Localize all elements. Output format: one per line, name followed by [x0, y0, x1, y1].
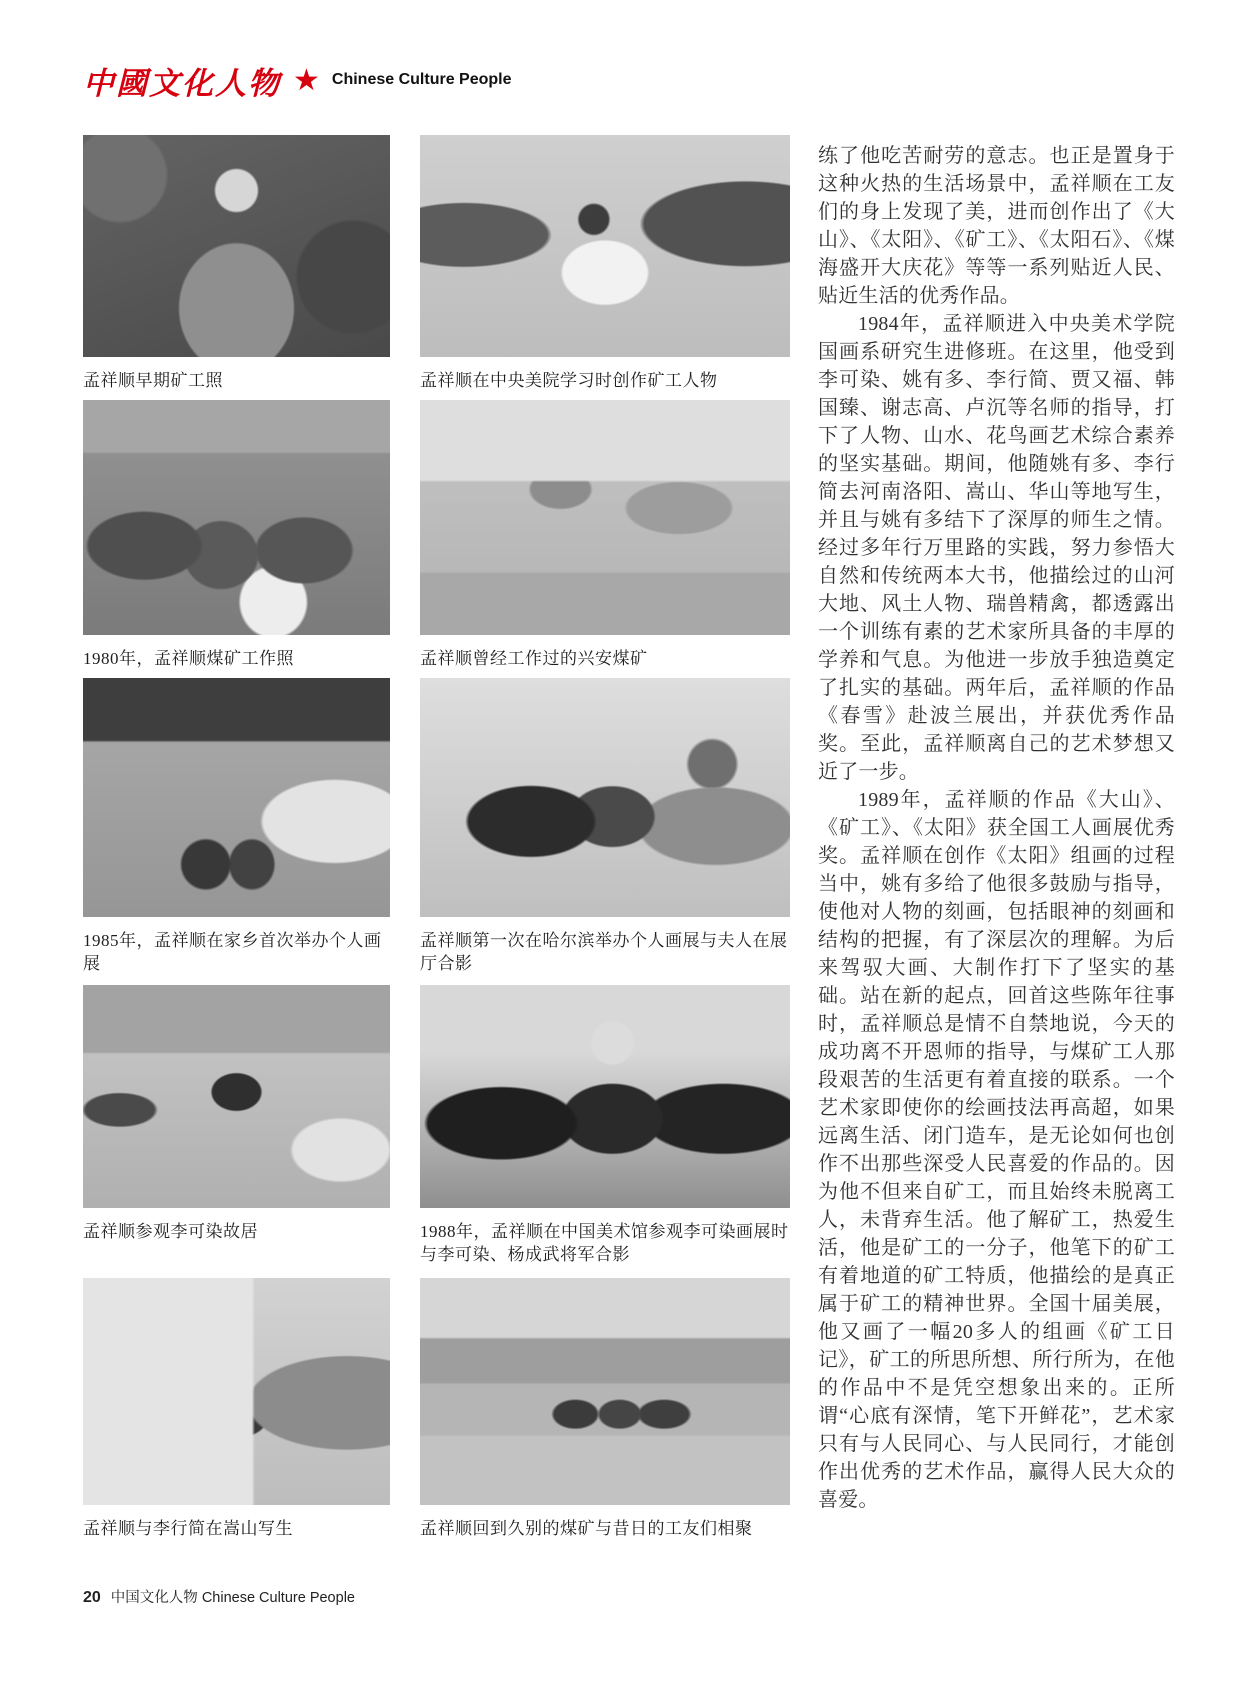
page-number: 20: [83, 1589, 101, 1606]
photo-item: [420, 985, 790, 1266]
photo-caption: 1988年，孟祥顺在中国美术馆参观李可染画展时与李可染、杨成武将军合影: [420, 1222, 789, 1264]
photo-row-4: [83, 985, 790, 1266]
photo-item: [420, 400, 790, 670]
photo-row-5: [83, 1278, 790, 1540]
photo-xingan-coal-mine: [420, 400, 790, 635]
photo-caption: 孟祥顺与李行简在嵩山写生: [83, 1519, 293, 1538]
photo-caption: 孟祥顺在中央美院学习时创作矿工人物: [420, 371, 718, 390]
magazine-logo-english: Chinese Culture People: [331, 71, 512, 88]
photo-caption: 孟祥顺参观李可染故居: [83, 1222, 258, 1241]
photo-reunion-with-miners: [420, 1278, 790, 1505]
photo-item: [420, 135, 790, 392]
article-paragraph-3: 1989年，孟祥顺的作品《大山》、《矿工》、《太阳》获全国工人画展优秀奖。孟祥顺在创作《太阳》组画的过程当中，姚有多给了他很多鼓励与指导，使他对人物的刻画，包括眼神的刻画和结构的把握，有了深层次的理解。为后来驾驭大画、大制作打下了坚实的基础。站在新的起点，回首这些陈年往事时，孟祥顺总是情不自禁地说，今天的成功离不开恩师的指导，与煤矿工人那段艰苦的生活更有着直接的联系。一个艺术家即使你的绘画技法再高超，如果远离生活、闭门造车，是无论如何也创作不出那些深受人民喜爱的作品的。因为他不但来自矿工，而且始终未脱离工人，未背弃生活。他了解矿工，热爱生活，他是矿工的一分子，他笔下的矿工有着地道的矿工特质，他描绘的是真正属于矿工的精神世界。全国十届美展，他又画了一幅20多人的组画《矿工日记》，矿工的所思所想、所行所为，在他的作品中不是凭空想象出来的。正所谓“心底有深情，笔下开鲜花”，艺术家只有与人民同心、与人民同行，才能创作出优秀的艺术作品，赢得人民大众的喜爱。: [818, 789, 1175, 1511]
photo-item: [420, 1278, 790, 1540]
photo-caption: 孟祥顺第一次在哈尔滨举办个人画展与夫人在展厅合影: [420, 931, 788, 973]
article-paragraph-1: 练了他吃苦耐劳的意志。也正是置身于这种火热的生活场景中，孟祥顺在工友们的身上发现了美，进而创作出了《大山》、《太阳》、《矿工》、《太阳石》、《煤海盛开大庆花》等等一系列贴近人民、贴近生活的优秀作品。: [818, 145, 1175, 307]
photo-1985-hometown-exhibition: [83, 678, 390, 917]
photo-item: [83, 985, 390, 1266]
photo-caption: 1985年，孟祥顺在家乡首次举办个人画展: [83, 931, 382, 973]
photo-item: [83, 400, 390, 670]
star-icon: ★: [293, 64, 320, 97]
photo-1988-art-museum-group: [420, 985, 790, 1208]
article-paragraph-2: 1984年，孟祥顺进入中央美术学院国画系研究生进修班。在这里，他受到李可染、姚有多、李行简、贾又福、韩国臻、谢志高、卢沉等名师的指导，打下了人物、山水、花鸟画艺术综合素养的坚实基础。期间，他随姚有多、李行简去河南洛阳、嵩山、华山等地写生，并且与姚有多结下了深厚的师生之情。经过多年行万里路的实践，努力参悟大自然和传统两本大书，他描绘过的山河大地、风土人物、瑞兽精禽，都透露出一个训练有素的艺术家所具备的丰厚的学养和气息。为他进一步放手独造奠定了扎实的基础。两年后，孟祥顺的作品《春雪》赴波兰展出，并获优秀作品奖。至此，孟祥顺离自己的艺术梦想又近了一步。: [818, 313, 1175, 783]
photo-row-1: [83, 135, 790, 392]
article-column: [818, 142, 1175, 1514]
photo-1980-miners-group: [83, 400, 390, 635]
photo-item: [83, 1278, 390, 1540]
photo-likeran-residence-visit: [83, 985, 390, 1208]
photo-caption: 孟祥顺早期矿工照: [83, 371, 223, 390]
magazine-logo-chinese: 中國文化人物: [83, 65, 281, 101]
photo-caption: 1980年，孟祥顺煤矿工作照: [83, 649, 294, 668]
photo-item: [83, 678, 390, 975]
photo-item: [420, 678, 790, 975]
photo-miner-portrait: [83, 135, 390, 357]
footer-magazine-title: 中国文化人物 Chinese Culture People: [110, 1590, 355, 1606]
photo-row-3: [83, 678, 790, 975]
photo-songshan-sketching: [83, 1278, 390, 1505]
photo-art-school-drawing: [420, 135, 790, 357]
photo-caption: 孟祥顺曾经工作过的兴安煤矿: [420, 649, 648, 668]
photo-item: [83, 135, 390, 392]
page-header: [83, 58, 512, 102]
photo-row-2: [83, 400, 790, 670]
photo-harbin-exhibition-with-wife: [420, 678, 790, 917]
page-footer: [83, 1586, 355, 1607]
photo-caption: 孟祥顺回到久别的煤矿与昔日的工友们相聚: [420, 1519, 753, 1538]
